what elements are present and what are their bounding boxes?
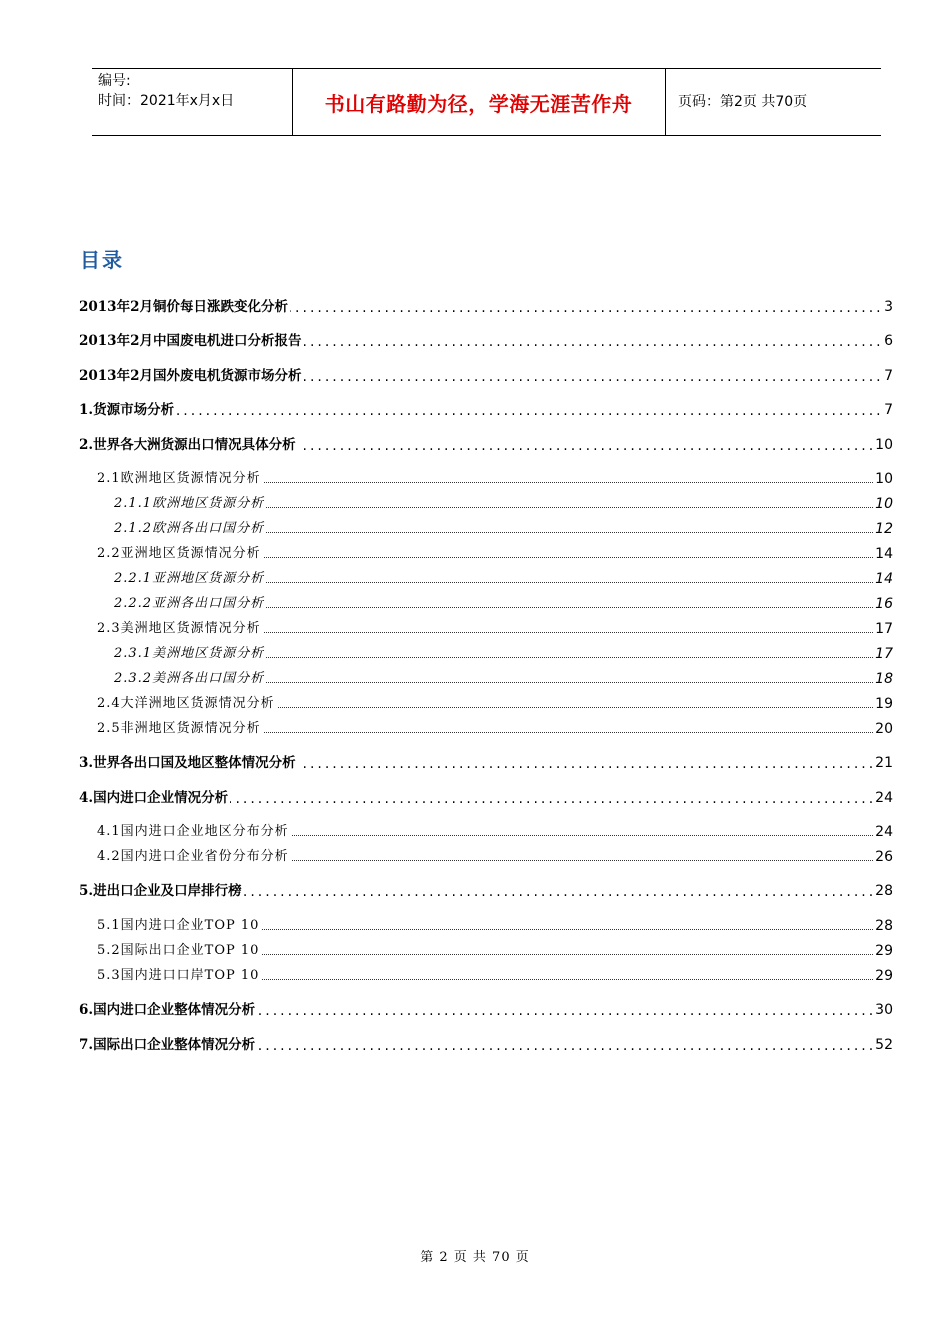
toc-entry-page: 19 (875, 696, 893, 712)
toc-entry-page: 7 (884, 402, 893, 418)
toc-entry-page: 52 (875, 1037, 893, 1053)
toc-entry-label: 2.1.1欧洲地区货源分析 (114, 494, 266, 514)
toc-entry-label: 2013年2月铜价每日涨跌变化分析 (79, 299, 288, 315)
toc-entry[interactable] (0, 469, 950, 491)
toc-entry-page: 16 (875, 596, 893, 612)
toc-entry[interactable] (0, 544, 950, 566)
toc-entry[interactable] (0, 966, 950, 988)
toc-entry[interactable] (0, 619, 950, 641)
toc-entry-page: 24 (875, 824, 893, 840)
toc-entry-label: 7.国际出口企业整体情况分析 (79, 1037, 256, 1053)
toc-entry-page: 7 (884, 368, 893, 384)
toc-entry-label: 2.2.1亚洲地区货源分析 (114, 569, 266, 589)
page-footer: 第 2 页 共 70 页 (420, 1250, 530, 1265)
toc-entry-label: 6.国内进口企业整体情况分析 (79, 1002, 256, 1018)
toc-entry[interactable] (0, 1000, 950, 1022)
toc-entry-page: 18 (875, 671, 893, 687)
toc-entry-label: 4.1国内进口企业地区分布分析 (97, 822, 291, 842)
toc-entry-label: 2.2亚洲地区货源情况分析 (97, 544, 263, 564)
toc-entry[interactable] (0, 644, 950, 666)
toc-entry-page: 12 (875, 521, 893, 537)
toc-entry-label: 2.2.2亚洲各出口国分析 (114, 594, 266, 614)
toc-entry[interactable] (0, 297, 950, 319)
toc-entry-page: 29 (875, 943, 893, 959)
toc-entry[interactable] (0, 519, 950, 541)
toc-entry[interactable] (0, 753, 950, 775)
time-label: 时间：2021年x月x日 (98, 93, 235, 109)
toc-entry-label: 3.世界各出口国及地区整体情况分析 (79, 755, 296, 771)
toc-entry[interactable] (0, 400, 950, 422)
toc-entry-label: 2013年2月国外废电机货源市场分析 (79, 368, 302, 384)
toc-entry-label: 5.2国际出口企业TOP 10 (97, 941, 261, 961)
toc-entry[interactable] (0, 435, 950, 457)
toc-title: 目录 (80, 248, 124, 272)
toc-entry[interactable] (0, 916, 950, 938)
toc-entry-label: 2.3美洲地区货源情况分析 (97, 619, 263, 639)
toc-entry-label: 2.4大洋洲地区货源情况分析 (97, 694, 277, 714)
toc-entry[interactable] (0, 594, 950, 616)
toc-entry[interactable] (0, 569, 950, 591)
toc-entry-page: 29 (875, 968, 893, 984)
toc-entry-page: 30 (875, 1002, 893, 1018)
toc-entry[interactable] (0, 494, 950, 516)
toc-entry-page: 21 (875, 755, 893, 771)
toc-entry-label: 2.世界各大洲货源出口情况具体分析 (79, 437, 296, 453)
toc-entry[interactable] (0, 669, 950, 691)
header-divider-right (665, 69, 666, 135)
toc-entry-label: 2.5非洲地区货源情况分析 (97, 719, 263, 739)
toc-entry-page: 10 (875, 437, 893, 453)
toc-entry-page: 28 (875, 883, 893, 899)
toc-entry-label: 2.3.2美洲各出口国分析 (114, 669, 266, 689)
toc-entry[interactable] (0, 847, 950, 869)
toc-entry-page: 10 (875, 496, 893, 512)
header-page-info: 页码：第2页 共70页 (678, 94, 808, 110)
toc-entry-page: 17 (875, 646, 893, 662)
toc-entry-page: 14 (875, 571, 893, 587)
dot-leader (79, 400, 893, 420)
toc-entry-page: 6 (884, 333, 893, 349)
toc-entry[interactable] (0, 719, 950, 741)
header-motto: 书山有路勤为径，学海无涯苦作舟 (324, 91, 633, 116)
toc-entry-label: 1.货源市场分析 (79, 402, 175, 418)
toc-entry-label: 4.2国内进口企业省份分布分析 (97, 847, 291, 867)
toc-entry-page: 20 (875, 721, 893, 737)
toc-entry-label: 4.国内进口企业情况分析 (79, 790, 229, 806)
toc-entry[interactable] (0, 1035, 950, 1057)
toc-entry-label: 2.3.1美洲地区货源分析 (114, 644, 266, 664)
toc-entry-label: 2013年2月中国废电机进口分析报告 (79, 333, 302, 349)
toc-entry-page: 3 (884, 299, 893, 315)
toc-entry-label: 5.进出口企业及口岸排行榜 (79, 883, 242, 899)
toc-entry-page: 17 (875, 621, 893, 637)
code-label: 编号: (98, 73, 131, 89)
page-header-table (92, 68, 881, 136)
toc-entry[interactable] (0, 941, 950, 963)
toc-entry-label: 5.3国内进口口岸TOP 10 (97, 966, 261, 986)
toc-entry[interactable] (0, 822, 950, 844)
toc-entry-page: 26 (875, 849, 893, 865)
toc-entry[interactable] (0, 694, 950, 716)
toc-entry-label: 2.1欧洲地区货源情况分析 (97, 469, 263, 489)
toc-entry-page: 14 (875, 546, 893, 562)
toc-entry-page: 10 (875, 471, 893, 487)
toc-entry[interactable] (0, 366, 950, 388)
toc-entry[interactable] (0, 881, 950, 903)
toc-entry-page: 24 (875, 790, 893, 806)
toc-entry-page: 28 (875, 918, 893, 934)
toc-entry[interactable] (0, 788, 950, 810)
toc-entry-label: 5.1国内进口企业TOP 10 (97, 916, 261, 936)
toc-entry[interactable] (0, 331, 950, 353)
header-meta (98, 71, 234, 111)
toc-entry-label: 2.1.2欧洲各出口国分析 (114, 519, 266, 539)
